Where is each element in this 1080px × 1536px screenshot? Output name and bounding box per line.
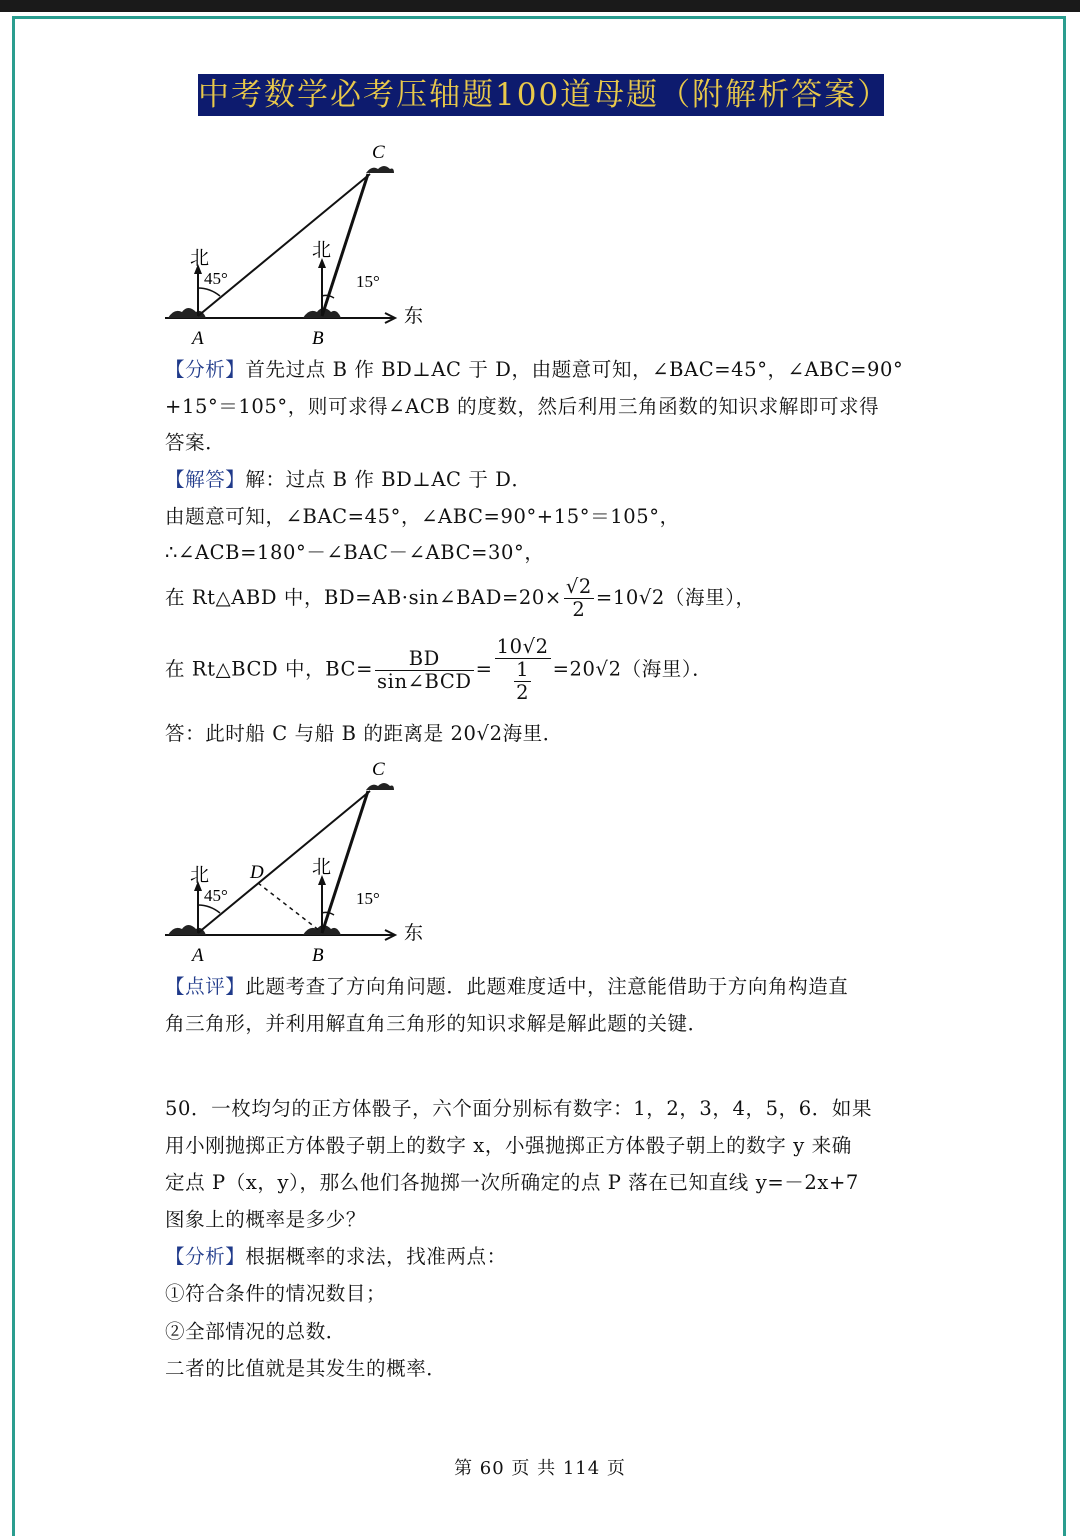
angle-label-a: 45° bbox=[204, 886, 228, 905]
problem-50-analysis-tag: 【分析】 bbox=[165, 1245, 246, 1268]
ship-c-icon bbox=[366, 783, 394, 790]
ship-c-icon bbox=[366, 166, 394, 173]
top-edge-bar bbox=[0, 0, 1080, 12]
problem-50-analysis-1: 【分析】根据概率的求法，找准两点： bbox=[165, 1245, 507, 1268]
label-a: A bbox=[192, 945, 204, 966]
solution-line-4: 在 Rt△ABD 中，BD=AB·sin∠BAD=20× $\frac{√2}{2}$ =10√2（海里）， bbox=[165, 575, 756, 621]
analysis-line-1: 【分析】首先过点 B 作 BD⊥AC 于 D，由题意可知，∠BAC=45°，∠ABC=90° bbox=[165, 358, 904, 381]
analysis-tag: 【分析】 bbox=[165, 358, 246, 381]
solution-line-6: 答：此时船 C 与船 B 的距离是 20√2海里． bbox=[165, 722, 563, 745]
label-c: C bbox=[372, 759, 385, 780]
angle-label-b: 15° bbox=[356, 272, 380, 291]
label-b: B bbox=[312, 945, 324, 966]
angle-label-a: 45° bbox=[204, 269, 228, 288]
north-label-a: 北 bbox=[190, 865, 210, 886]
fraction-sqrt2-over-2: $\frac{√2}{2}$ bbox=[565, 575, 592, 621]
label-c: C bbox=[372, 142, 385, 163]
direction-figure-1 bbox=[160, 138, 440, 353]
page-number-footer: 第 60 页 共 114 页 bbox=[454, 1458, 626, 1479]
north-label-b: 北 bbox=[312, 857, 332, 878]
analysis-line-3: 答案． bbox=[165, 431, 226, 454]
comment-tag: 【点评】 bbox=[165, 975, 246, 998]
fraction-nested: $\frac{10√2}{\frac{1}{2}}$ bbox=[496, 635, 549, 704]
direction-figure-2 bbox=[160, 755, 440, 970]
fraction-bd-over-sin: $\frac{BD}{\text{sin∠BCD}}$ bbox=[377, 646, 472, 693]
problem-50-line-2: 用小刚抛掷正方体骰子朝上的数字 x，小强抛掷正方体骰子朝上的数字 y 来确 bbox=[165, 1134, 852, 1157]
problem-50-line-4: 图象上的概率是多少？ bbox=[165, 1208, 367, 1231]
problem-50-analysis-4: 二者的比值就是其发生的概率． bbox=[165, 1357, 447, 1380]
east-label: 东 bbox=[404, 923, 424, 944]
solution-line-2: 由题意可知，∠BAC=45°，∠ABC=90°+15°＝105°， bbox=[165, 505, 680, 528]
comment-line-2: 角三角形，并利用解直角三角形的知识求解是解此题的关键． bbox=[165, 1012, 708, 1035]
solution-line-3: ∴∠ACB=180°－∠BAC－∠ABC=30°， bbox=[165, 541, 545, 564]
angle-arc-a bbox=[198, 905, 220, 913]
problem-50-analysis-3: ②全部情况的总数． bbox=[165, 1320, 346, 1343]
page-title: 中考数学必考压轴题100道母题（附解析答案） bbox=[198, 74, 884, 116]
east-label: 东 bbox=[404, 306, 424, 327]
problem-50-analysis-2: ①符合条件的情况数目； bbox=[165, 1282, 387, 1305]
label-d: D bbox=[250, 862, 264, 883]
north-label-b: 北 bbox=[312, 240, 332, 261]
solution-line-5: 在 Rt△BCD 中，BC= $\frac{BD}{\text{sin∠BCD}}$ = $\frac{10√2}{\frac{1}{2}}$ =20√2（海里）． bbox=[165, 635, 713, 704]
problem-50-line-1: 50．一枚均匀的正方体骰子，六个面分别标有数字：1，2，3，4，5，6．如果 bbox=[165, 1097, 873, 1120]
angle-label-b: 15° bbox=[356, 889, 380, 908]
angle-arc-a bbox=[198, 288, 220, 296]
label-b: B bbox=[312, 328, 324, 349]
solution-tag: 【解答】 bbox=[165, 468, 246, 491]
line-bd-dashed bbox=[258, 883, 320, 931]
problem-50-line-3: 定点 P（x，y），那么他们各抛掷一次所确定的点 P 落在已知直线 y=－2x+7 bbox=[165, 1171, 859, 1194]
comment-line-1: 【点评】此题考查了方向角问题．此题难度适中，注意能借助于方向角构造直 bbox=[165, 975, 849, 998]
solution-line-1: 【解答】解：过点 B 作 BD⊥AC 于 D． bbox=[165, 468, 532, 491]
north-label-a: 北 bbox=[190, 248, 210, 269]
label-a: A bbox=[192, 328, 204, 349]
analysis-line-2: +15°＝105°，则可求得∠ACB 的度数，然后利用三角函数的知识求解即可求得 bbox=[165, 395, 880, 418]
